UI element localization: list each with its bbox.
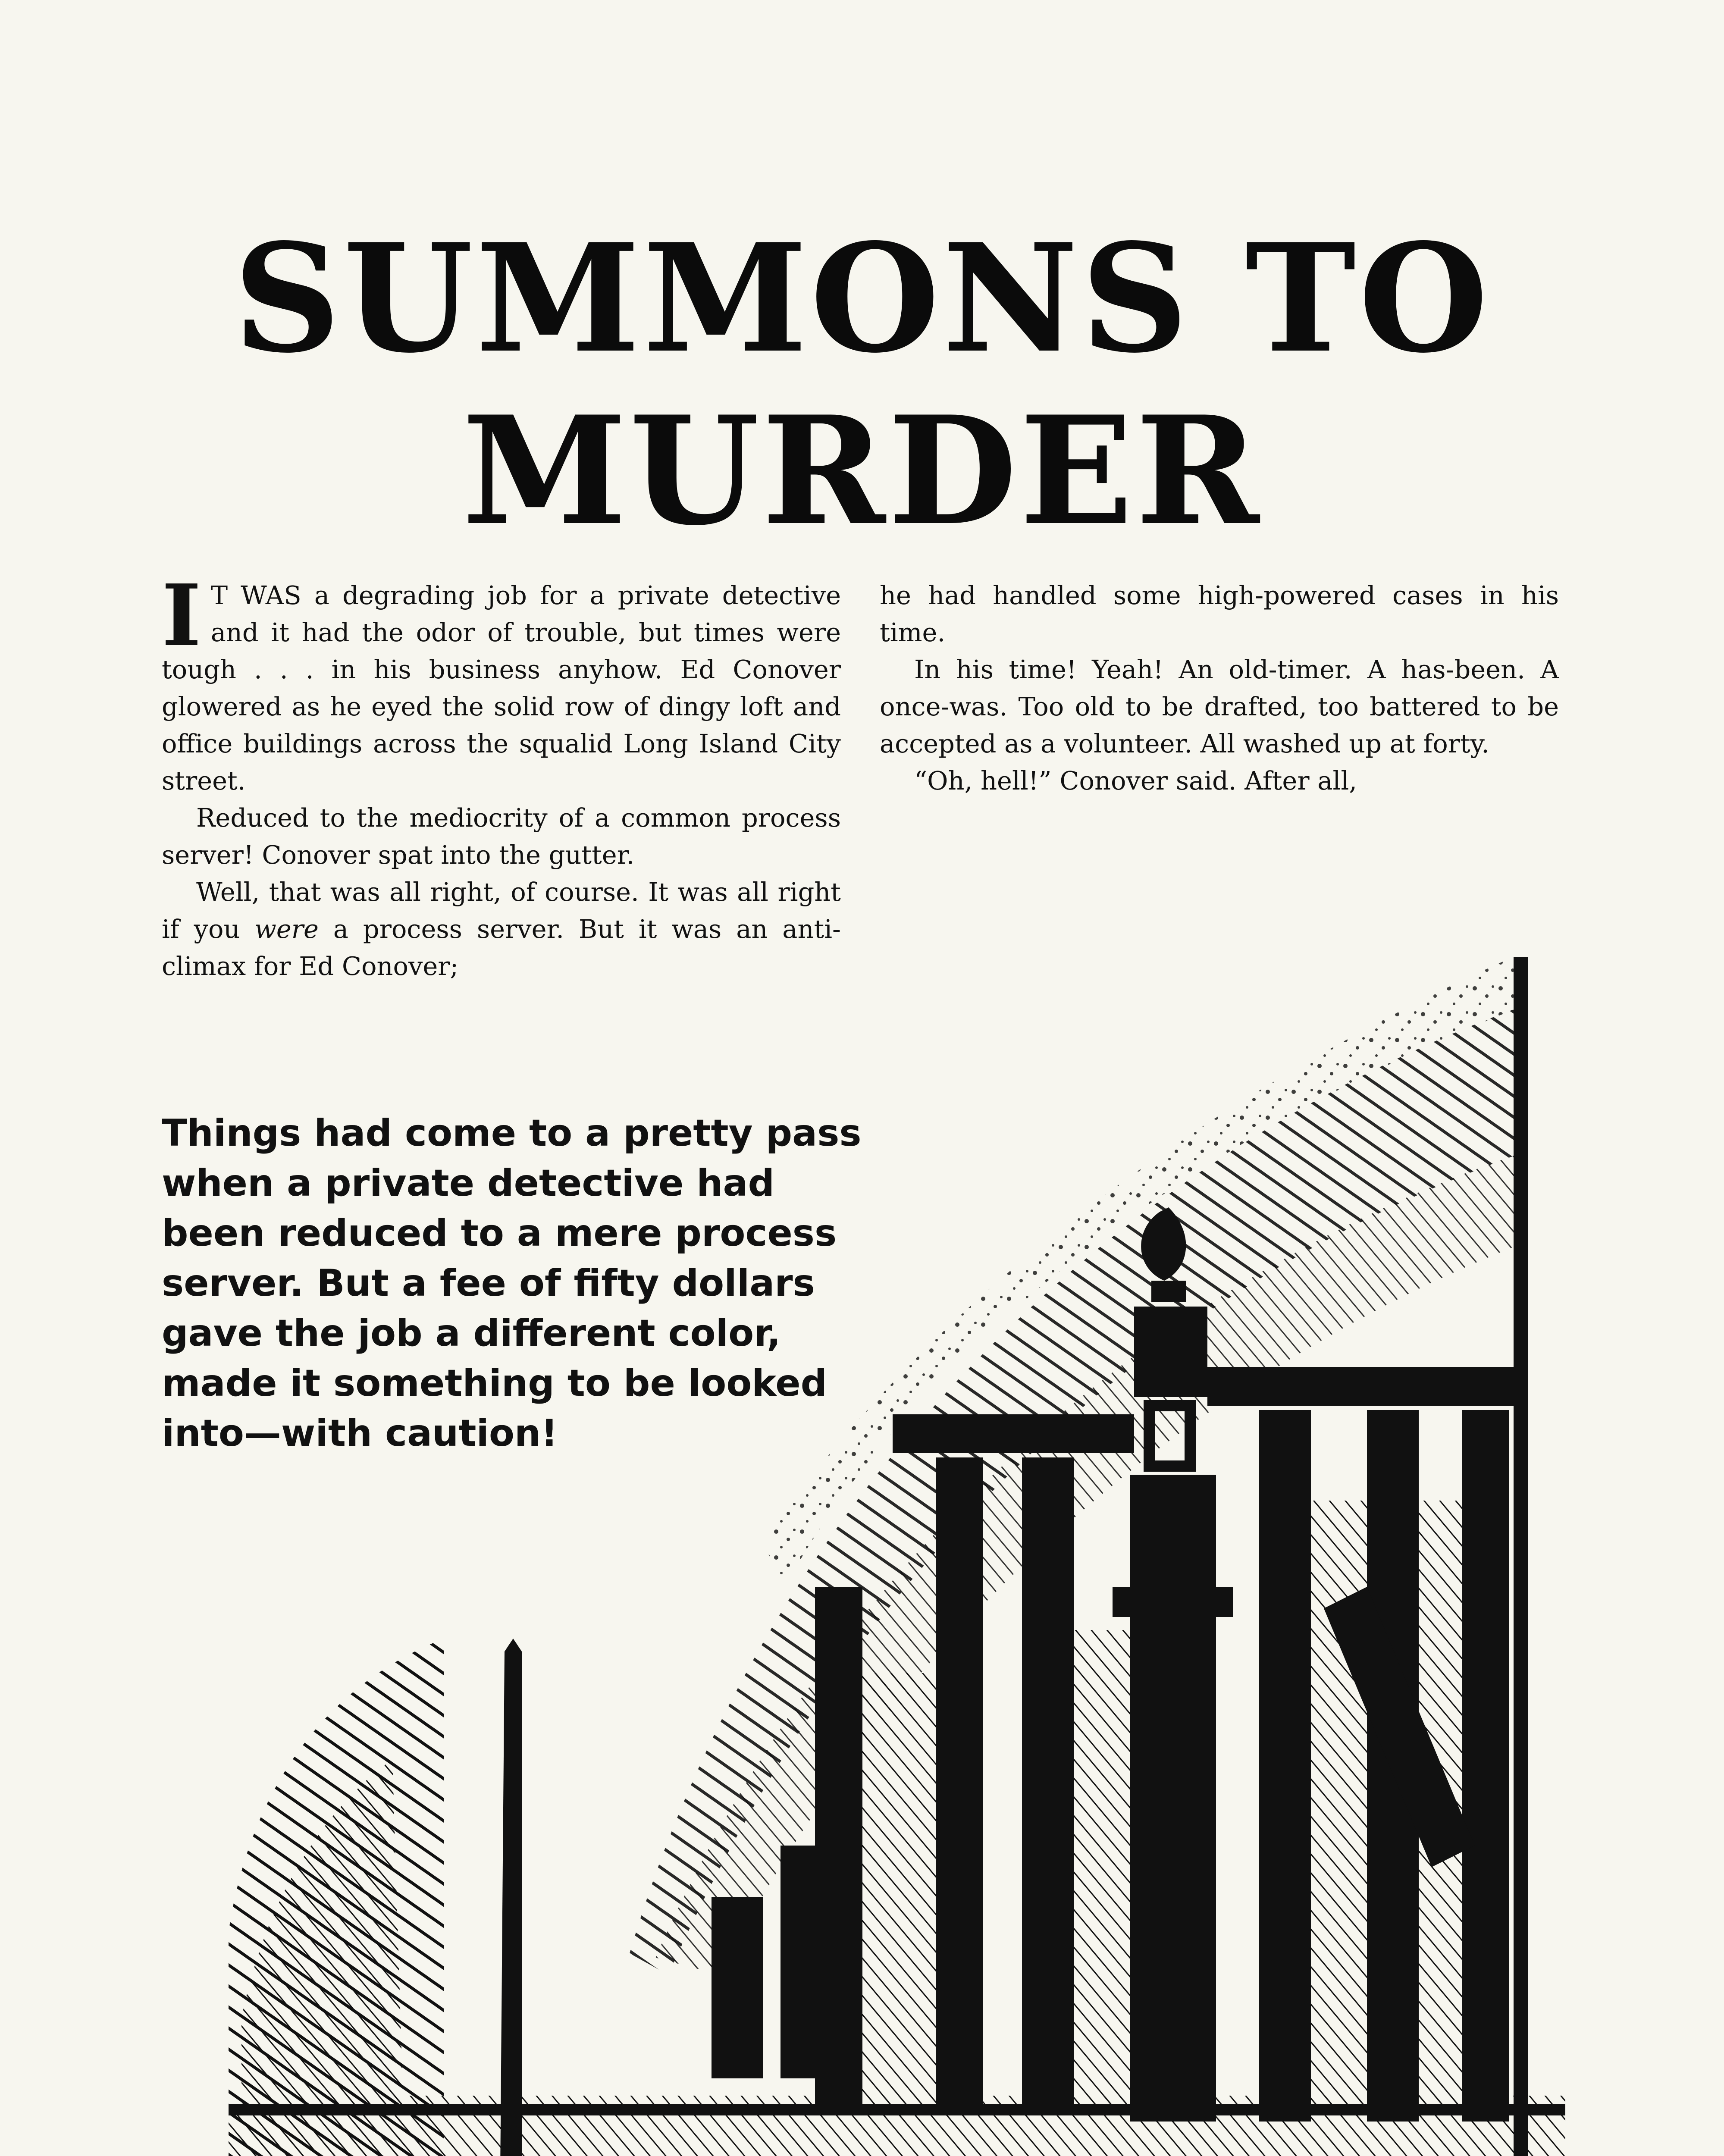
paragraph-1: [162, 566, 841, 799]
bridge-illustration: [203, 854, 1565, 2156]
paragraph-1-text: T WAS a degrading job for a private detective and it had the odor of trouble, but times were tough . . . in his business anyhow. Ed Conover glowered as he eyed the solid row of dingy loft and office buildings across the squalid Long Island City street.: [162, 580, 841, 796]
paragraph-3-text-b: a process server. But it was an anti-climax for Ed Conover;: [162, 914, 841, 981]
paragraph-2: Reduced to the mediocrity of a common process server! Conover spat into the gutter.: [162, 803, 841, 870]
paragraph-3-text-a: Well, that was all right, of course. It was all right if you: [162, 877, 841, 944]
drop-cap: I: [162, 566, 201, 665]
story-title-line-2: MURDER: [462, 384, 1262, 558]
story-blurb: Things had come to a pretty pass when a private detective had been reduced to a mere process server. But a fee of fifty dollars gave the job a different color, made it something to be looked into—with caution!: [162, 1112, 862, 1455]
paragraph-6: “Oh, hell!” Conover said. After all,: [914, 766, 1357, 796]
paragraph-3-emphasis: were: [254, 914, 319, 944]
article-column-right: [880, 577, 1559, 799]
paragraph-4: he had handled some high-powered cases in his time.: [880, 580, 1559, 647]
story-title-line-1: SUMMONS TO: [233, 211, 1491, 386]
paragraph-5: In his time! Yeah! An old-timer. A has-been. A once-was. Too old to be drafted, too battered to be accepted as a volunteer. All washed up at forty.: [880, 655, 1559, 758]
